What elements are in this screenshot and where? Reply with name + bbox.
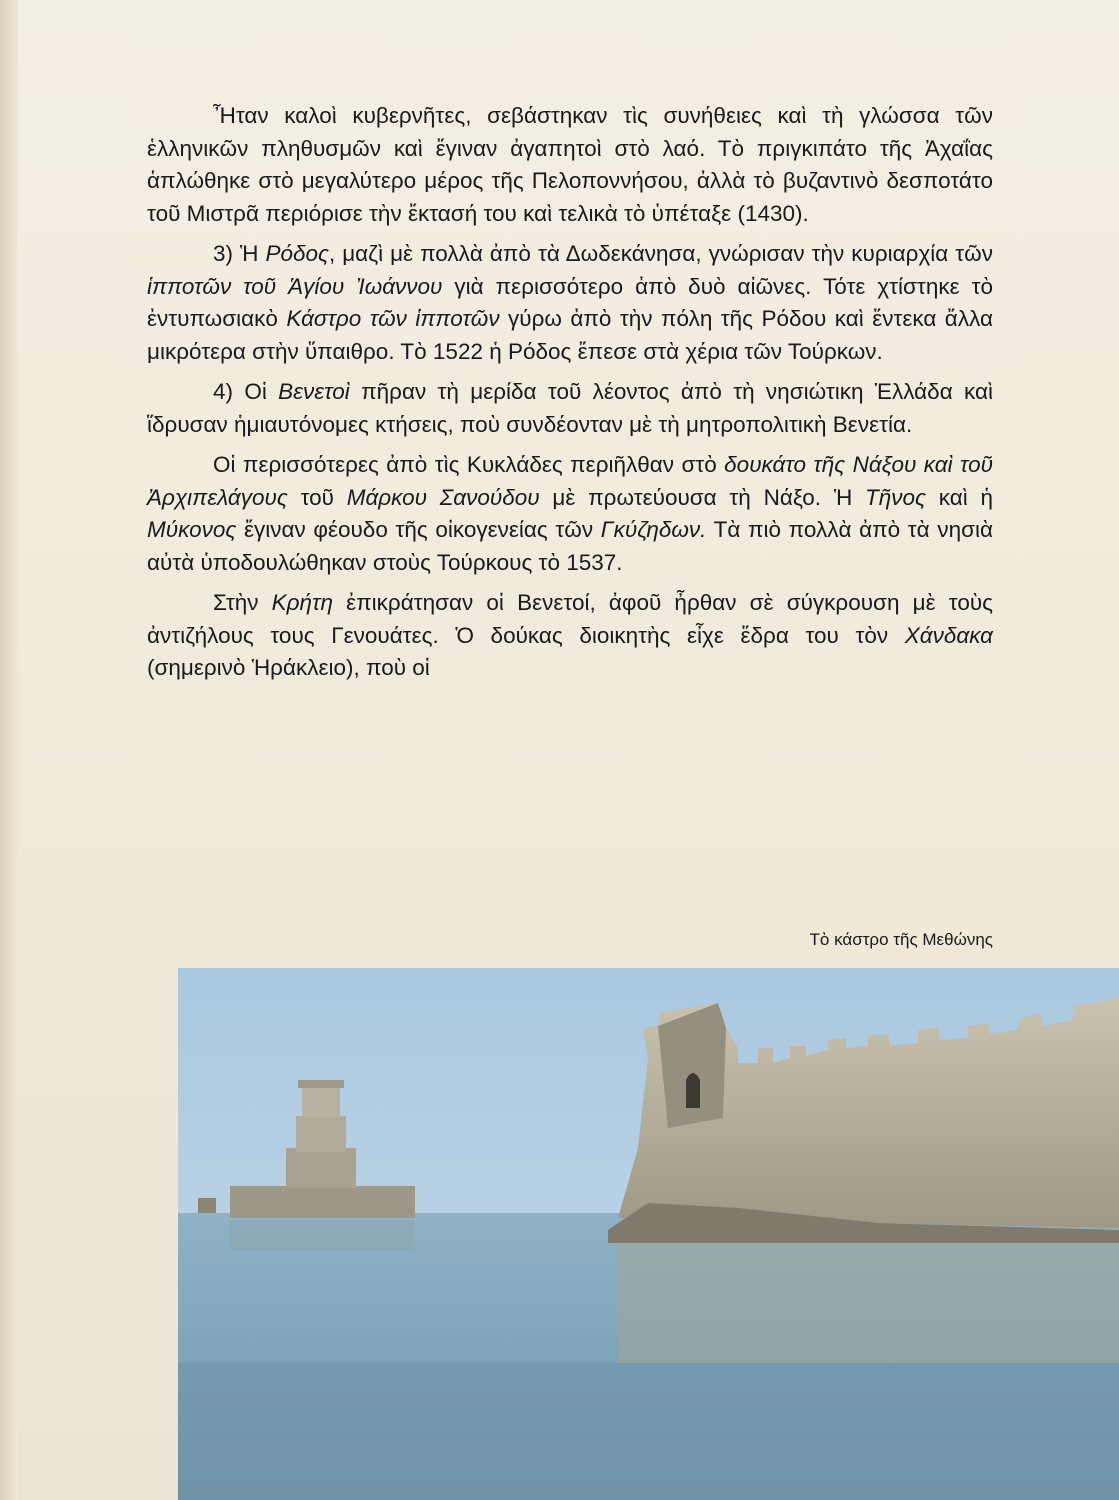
text-run: Ἦταν καλοὶ κυβερνῆτες, σεβάστηκαν τὶς συνήθειες καὶ τὴ γλώσσα τῶν ἑλληνικῶν πληθυσμῶν καὶ ἔγιναν ἀγαπητοὶ στὸ λαό. Τὸ πριγκιπάτο τῆς Ἀχαΐας ἁπλώθηκε στὸ μεγαλύτερο μέρος τῆς Πελοποννήσου, ἀλλὰ τὸ βυζαντινὸ δεσποτάτο τοῦ Μιστρᾶ περιόρισε τὴν ἔκτασή του καὶ τελικὰ τὸ ὑπέταξε (1430). <box>147 103 993 226</box>
italic-text: Γκύζηδων. <box>600 517 707 542</box>
text-run: 3) Ἡ <box>213 241 266 266</box>
tower-reflection <box>230 1220 415 1250</box>
paragraph <box>147 376 993 441</box>
text-run: μὲ πρωτεύουσα τὴ Νάξο. Ἡ <box>539 484 866 510</box>
castle-photo <box>178 968 1119 1500</box>
water-foreground <box>178 1363 1119 1500</box>
paragraph <box>147 449 993 579</box>
text-run: γύρω ἀπὸ τὴν πόλη τῆς Ρόδου καὶ ἕντεκα ἄλλα μικρότερα στὴν ὕπαιθρο. Τὸ 1522 ἡ Ρόδος ἔπεσε στὰ χέρια τῶν Τούρκων. <box>147 306 993 364</box>
body-text <box>147 100 993 693</box>
text-run: ἔγιναν φέουδο τῆς οἰκογενείας τῶν <box>236 517 601 542</box>
paragraph <box>147 100 993 230</box>
castle-photo-svg <box>178 968 1119 1500</box>
paragraph <box>147 587 993 685</box>
text-run: τοῦ <box>287 484 347 510</box>
text-run: Οἱ περισσότερες ἀπὸ τὶς Κυκλάδες περιῆλθαν στὸ <box>213 452 725 477</box>
text-run: Στὴν <box>213 590 272 615</box>
text-run: 4) Οἱ <box>213 379 279 404</box>
italic-text: ἱπποτῶν τοῦ Ἁγίου Ἰωάννου <box>147 273 443 299</box>
italic-text: Χάνδακα <box>904 622 993 648</box>
text-run: , μαζὶ μὲ πολλὰ ἀπὸ τὰ Δωδεκάνησα, γνώρισαν τὴν κυριαρχία τῶν <box>328 241 993 266</box>
text-run: πῆραν τὴ μερίδα τοῦ λέοντος ἀπὸ τὴ νησιώτικη Ἑλλάδα καὶ ἵδρυσαν ἡμιαυτόνομες κτήσεις, ποὺ συνδέονταν μὲ τὴ μητροπολιτικὴ Βενετία. <box>147 379 993 437</box>
italic-text: Κάστρο τῶν ἱπποτῶν <box>286 306 500 331</box>
text-run: ἐπικράτησαν οἱ Βενετοί, ἀφοῦ ἦρθαν σὲ σύγκρουση μὲ τοὺς ἀντιζήλους τους Γενουάτες. Ὁ δούκας διοικητὴς εἶχε ἕδρα του τὸν <box>147 590 993 648</box>
text-run: καὶ ἡ <box>925 484 993 510</box>
italic-text: Μύκονος <box>147 517 237 542</box>
italic-text: Τῆνος <box>865 484 926 510</box>
text-run: Τὰ πιὸ πολλὰ ἀπὸ τὰ νησιὰ αὐτὰ ὑποδουλώθηκαν στοὺς Τούρκους τὸ 1537. <box>147 517 993 575</box>
photo-caption: Τὸ κάστρο τῆς Μεθώνης <box>809 930 993 949</box>
italic-text: Ρόδος <box>265 241 329 266</box>
text-run: γιὰ περισσότερο ἀπὸ δυὸ αἰῶνες. Τότε χτίστηκε τὸ ἐντυπωσιακὸ <box>147 273 993 331</box>
italic-text: Βενετοὶ <box>278 379 350 404</box>
italic-text: Μάρκου Σανούδου <box>346 484 540 510</box>
paragraph <box>147 238 993 368</box>
italic-text: Κρήτη <box>271 590 333 615</box>
text-run: (σημερινὸ Ἡράκλειο), ποὺ οἱ <box>147 655 430 680</box>
italic-text: δουκάτο τῆς Νάξου καὶ τοῦ Ἀρχιπελάγους <box>147 452 993 510</box>
page-edge <box>0 0 18 1500</box>
wall-reflection <box>618 1243 1119 1363</box>
